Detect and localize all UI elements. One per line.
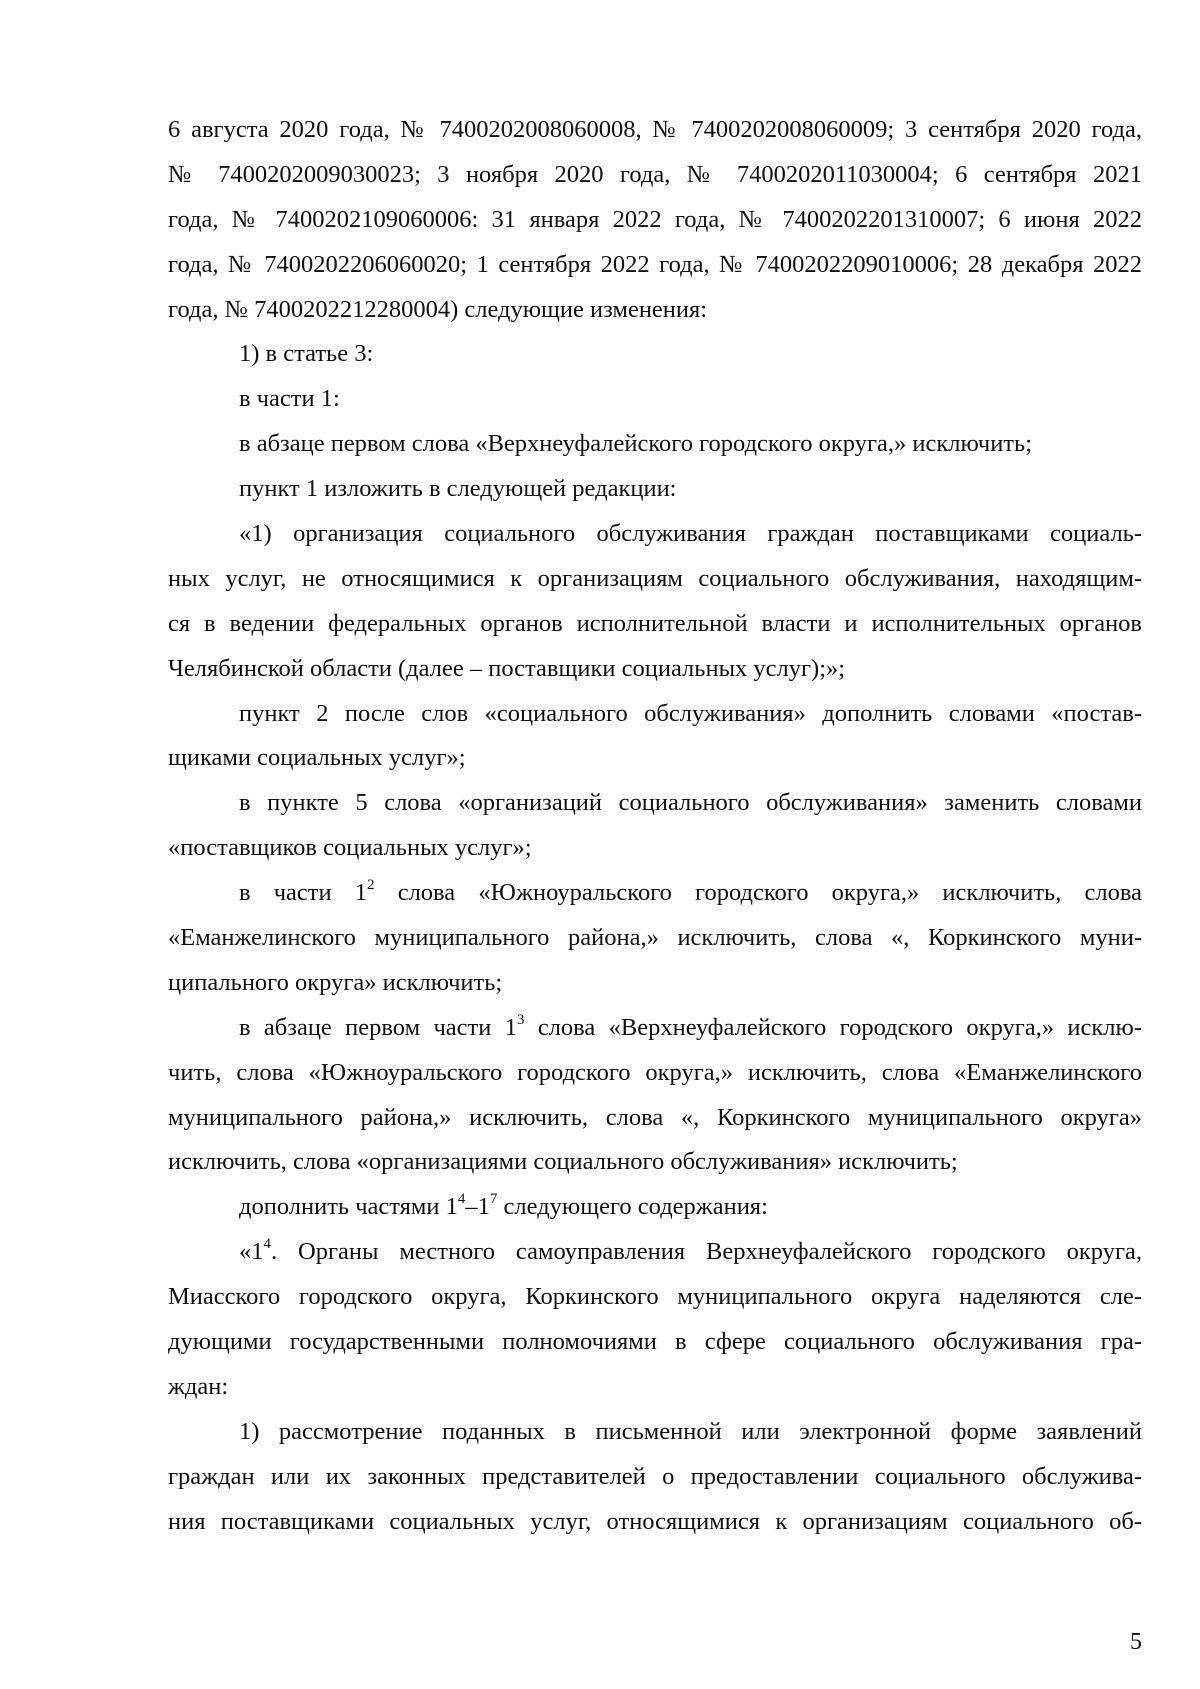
- text-line: «1) организация социального обслуживания граждан поставщиками социаль-: [239, 520, 1142, 548]
- text-line: ных услуг, не относящимися к организациям социального обслуживания, находящим-: [168, 564, 1142, 592]
- text-line: [168, 1006, 1142, 1051]
- text-fragment: –1: [465, 1193, 490, 1221]
- superscript: 4: [263, 1236, 271, 1253]
- text-line: ся в ведении федеральных органов исполнительной власти и исполнительных органов: [168, 609, 1142, 637]
- text-fragment: . Органы местного самоуправления Верхнеуфалейского городского округа,: [271, 1238, 1142, 1266]
- text-line: 6 августа 2020 года, № 7400202008060008, № 7400202008060009; 3 сентября 2020 года,: [168, 116, 1142, 143]
- superscript: 3: [516, 1011, 525, 1028]
- text-line: граждан или их законных представителей о предоставлении социального обслужива-: [168, 1462, 1142, 1490]
- document-body: [168, 108, 1142, 1545]
- text-line: в абзаце первом слова «Верхнеуфалейского городского округа,» исключить;: [239, 430, 1032, 458]
- text-fragment: дополнить частями 1: [239, 1193, 458, 1221]
- text-line: в пункте 5 слова «организаций социального обслуживания» заменить словами: [239, 789, 1142, 817]
- text-line: [168, 1230, 1142, 1275]
- text-line: щиками социальных услуг»;: [168, 744, 466, 772]
- text-line: года, № 7400202212280004) следующие изменения:: [168, 295, 708, 323]
- text-line: дующими государственными полномочиями в сфере социального обслуживания гра-: [168, 1328, 1142, 1356]
- text-line: «Еманжелинского муниципального района,» исключить, слова «, Коркинского муни-: [168, 924, 1142, 952]
- text-fragment: «1: [239, 1238, 264, 1266]
- text-line: пункт 1 изложить в следующей редакции:: [239, 475, 677, 503]
- text-line: 1) рассмотрение поданных в письменной или электронной форме заявлений: [239, 1417, 1142, 1445]
- text-line: [168, 1185, 1142, 1230]
- text-fragment: в абзаце первом части 1: [239, 1013, 517, 1041]
- page-number: 5: [1130, 1629, 1142, 1655]
- text-line: в части 1:: [239, 385, 340, 413]
- text-fragment: в части 1: [239, 879, 368, 907]
- superscript: 4: [457, 1191, 466, 1208]
- text-line: № 7400202009030023; 3 ноября 2020 года, № 7400202011030004; 6 сентября 2021: [168, 160, 1142, 188]
- text-line: Миасского городского округа, Коркинского муниципального округа наделяются сле-: [168, 1283, 1142, 1311]
- text-line: исключить, слова «организациями социального обслуживания» исключить;: [168, 1148, 958, 1176]
- superscript: 2: [367, 876, 375, 893]
- superscript: 7: [489, 1191, 498, 1208]
- text-line: [168, 871, 1142, 916]
- text-line: чить, слова «Южноуральского городского округа,» исключить, слова «Еманжелинского: [168, 1058, 1142, 1086]
- text-line: муниципального района,» исключить, слова «, Коркинского муниципального округа»: [168, 1103, 1142, 1131]
- text-line: Челябинской области (далее – поставщики социальных услуг);»;: [168, 654, 846, 682]
- text-fragment: следующего содержания:: [497, 1193, 768, 1221]
- text-line: года, № 7400202109060006: 31 января 2022 года, № 7400202201310007; 6 июня 2022: [168, 205, 1142, 233]
- text-line: ния поставщиками социальных услуг, относящимися к организациям социального об-: [168, 1507, 1142, 1535]
- text-line: пункт 2 после слов «социального обслуживания» дополнить словами «постав-: [239, 699, 1142, 727]
- text-line: «поставщиков социальных услуг»;: [168, 834, 532, 862]
- text-fragment: слова «Южноуральского городского округа,» исключить, слова: [374, 879, 1142, 907]
- text-fragment: слова «Верхнеуфалейского городского округа,» исклю-: [524, 1013, 1142, 1041]
- text-line: года, № 7400202206060020; 1 сентября 2022 года, № 7400202209010006; 28 декабря 2022: [168, 250, 1142, 278]
- text-line: 1) в статье 3:: [239, 340, 374, 368]
- text-line: ципального округа» исключить;: [168, 968, 503, 996]
- text-line: ждан:: [168, 1372, 229, 1400]
